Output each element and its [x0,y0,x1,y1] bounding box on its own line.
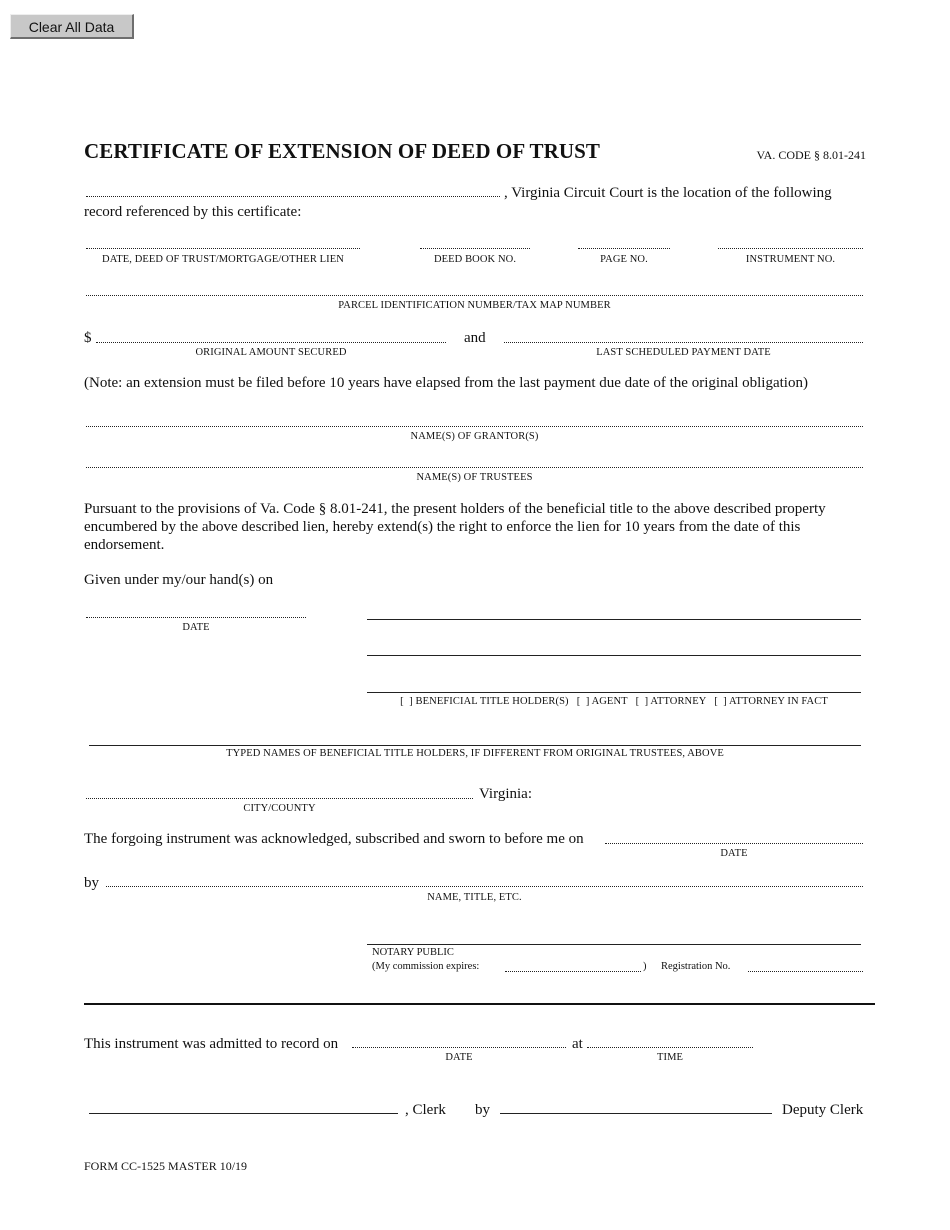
notary-public-label: NOTARY PUBLIC [372,947,454,958]
clerk-text: , Clerk [405,1102,446,1118]
commission-close-paren: ) [643,961,647,972]
original-amount-label: ORIGINAL AMOUNT SECURED [195,347,347,358]
recording-time-field[interactable] [587,1047,753,1048]
registration-no-label: Registration No. [661,961,731,972]
notary-signature-line[interactable] [367,944,861,945]
deputy-clerk-text: Deputy Clerk [782,1102,864,1118]
city-county-label: CITY/COUNTY [243,803,316,814]
pursuant-paragraph: Pursuant to the provisions of Va. Code § 8.01-241, the present holders of the beneficial title to the above described property encumbered by the above described lien, hereby extend(s) the right to enforce the lien for 10 years from the date of this endorsement. [84,501,826,553]
page-no-field[interactable] [578,248,670,249]
given-under-text: Given under my/our hand(s) on [84,572,274,588]
trustees-field[interactable] [86,467,863,468]
form-id: FORM CC-1525 MASTER 10/19 [84,1159,248,1173]
at-text: at [572,1036,583,1052]
parcel-id-label: PARCEL IDENTIFICATION NUMBER/TAX MAP NUMBER [338,300,611,311]
va-code-reference: VA. CODE § 8.01-241 [756,148,866,162]
signer-role-checkboxes[interactable]: [ ] BENEFICIAL TITLE HOLDER(S) [ ] AGENT [ ] ATTORNEY [ ] ATTORNEY IN FACT [400,696,828,707]
court-location-text: , Virginia Circuit Court is the location of the following [504,185,832,201]
clerk-signature-line[interactable] [89,1113,398,1114]
last-payment-date-label: LAST SCHEDULED PAYMENT DATE [596,347,771,358]
deputy-clerk-signature-line[interactable] [500,1113,772,1114]
deed-book-label: DEED BOOK NO. [433,254,517,265]
recording-time-label: TIME [656,1052,684,1063]
original-amount-field[interactable] [96,342,446,343]
page-title: CERTIFICATE OF EXTENSION OF DEED OF TRUST [84,139,601,163]
recording-date-label: DATE [445,1052,473,1063]
commission-expires-label: (My commission expires: [372,961,480,972]
clear-all-data-button[interactable]: Clear All Data [10,14,134,39]
grantors-field[interactable] [86,426,863,427]
given-date-field[interactable] [86,617,306,618]
dollar-sign: $ [84,330,92,346]
name-title-label: NAME, TITLE, ETC. [427,892,522,903]
typed-names-field[interactable] [89,745,861,746]
extension-note: (Note: an extension must be filed before 10 years have elapsed from the last payment due date of the original obligation) [84,375,808,391]
and-text: and [464,330,486,346]
lien-date-field[interactable] [86,248,360,249]
page-no-label: PAGE NO. [600,254,648,265]
virginia-text: Virginia: [479,786,532,802]
last-payment-date-field[interactable] [504,342,863,343]
recording-date-field[interactable] [352,1047,566,1048]
court-location-text-line2: record referenced by this certificate: [84,204,302,220]
trustees-label: NAME(S) OF TRUSTEES [416,472,533,483]
signature-line-2[interactable] [367,655,861,656]
deed-book-field[interactable] [420,248,530,249]
acknowledgment-text: The forgoing instrument was acknowledged, subscribed and sworn to before me on [84,831,584,847]
grantors-label: NAME(S) OF GRANTOR(S) [410,431,539,442]
parcel-id-field[interactable] [86,295,863,296]
signature-line-3[interactable] [367,692,861,693]
signature-line-1[interactable] [367,619,861,620]
by-clerk-text: by [475,1102,490,1118]
commission-expires-field[interactable] [505,971,641,972]
typed-names-label: TYPED NAMES OF BENEFICIAL TITLE HOLDERS, IF DIFFERENT FROM ORIGINAL TRUSTEES, ABOVE [226,748,724,759]
admitted-to-record-text: This instrument was admitted to record on [84,1036,339,1052]
acknowledgment-date-label: DATE [720,848,748,859]
lien-date-label: DATE, DEED OF TRUST/MORTGAGE/OTHER LIEN [102,254,344,265]
instrument-no-label: INSTRUMENT NO. [745,254,836,265]
section-divider [84,1003,875,1005]
registration-no-field[interactable] [748,971,863,972]
circuit-court-field[interactable] [86,196,500,197]
city-county-field[interactable] [86,798,473,799]
by-text: by [84,875,99,891]
acknowledged-by-field[interactable] [106,886,863,887]
instrument-no-field[interactable] [718,248,863,249]
acknowledgment-date-field[interactable] [605,843,863,844]
given-date-label: DATE [182,622,210,633]
